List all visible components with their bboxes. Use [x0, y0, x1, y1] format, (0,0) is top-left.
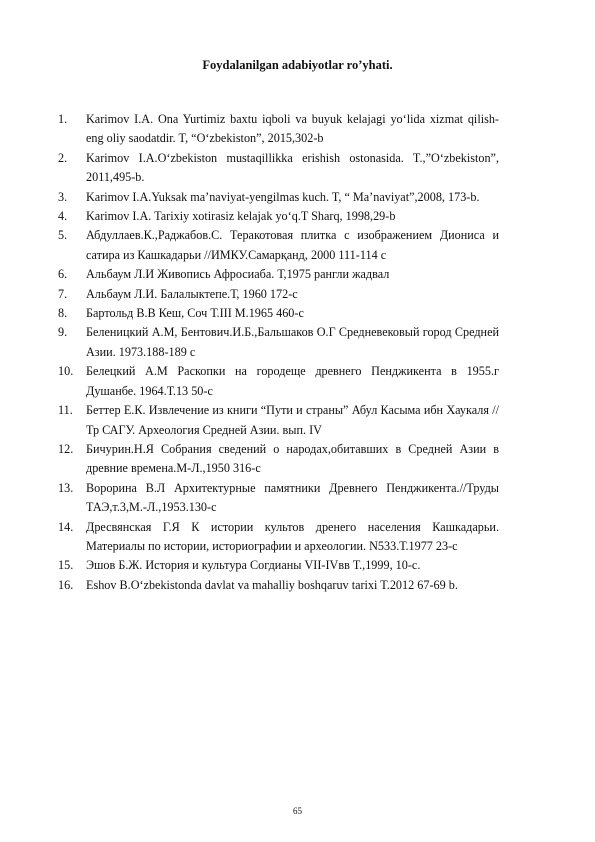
list-item [58, 265, 499, 284]
list-item-number: 1. [58, 112, 68, 126]
list-item-text: Karimov I.A.O‘zbekiston mustaqillikka erishish ostonasida. T.,”O‘zbekiston”, 2011,495-b. [86, 150, 499, 185]
page-number: 65 [293, 806, 302, 816]
list-item-number: 16. [58, 577, 74, 592]
list-item-text: Ворорина В.Л Архитектурные памятники Древнего Пенджикента.//Труды ТАЭ,т.3,М.-Л.,1953.130-с [86, 480, 499, 515]
list-item-text: Альбаум Л.И Живопись Афросиаба. Т,1975 рангли жадвал [86, 267, 390, 282]
list-item-number: 7. [58, 286, 68, 301]
list-item [58, 440, 499, 479]
list-item [58, 149, 499, 188]
list-item [58, 207, 499, 226]
page-title: Foydalanilgan adabiyotlar ro’yhati. [202, 58, 393, 72]
list-item-text: Karimov I.A. Tarixiy xotirasiz kelajak yo‘q.T Sharq, 1998,29-b [86, 209, 396, 224]
list-item-number: 8. [58, 306, 68, 321]
list-item-number: 11. [58, 403, 73, 418]
list-item [58, 285, 499, 304]
list-item-number: 15. [58, 558, 74, 573]
list-item-number: 13. [58, 480, 74, 495]
list-item-text: Белецкий А.М Раскопки на городеще древнего Пенджикента в 1955.г Душанбе. 1964.Т.13 50-с [86, 364, 499, 398]
list-item [58, 110, 499, 149]
list-item [58, 323, 499, 362]
list-item-text: Бичурин.Н.Я Собрания сведений о народах,обитавших в Средней Азии в древние времена.М-Л.,1950 316-с [86, 441, 499, 476]
list-item-text: Беттер Е.К. Извлечение из книги “Пути и страны” Абул Касыма ибн Хаукаля // Тр САГУ. Археология Средней Азии. вып. IV [86, 403, 499, 437]
list-item [58, 479, 499, 518]
list-item-text: Эшов Б.Ж. История и культура Согдианы VII-IVвв Т.,1999, 10-с. [86, 558, 421, 573]
list-item [58, 556, 499, 575]
list-item-text: Karimov I.A.Yuksak ma’naviyat-yengilmas kuch. T, “ Ma’naviyat”,2008, 173-b. [86, 189, 480, 204]
list-item [58, 226, 499, 265]
list-item-number: 6. [58, 267, 68, 282]
list-item-text: Karimov I.A. Ona Yurtimiz baxtu iqboli va buyuk kelajagi yo‘lida xizmat qilish- eng oliy saodatdir. T, “O‘zbekiston”, 2015,302-b [86, 112, 499, 146]
list-item-text: Eshov B.O‘zbekistonda davlat va mahalliy boshqaruv tarixi T.2012 67-69 b. [86, 577, 458, 592]
list-item-number: 5. [58, 228, 68, 243]
list-item [58, 576, 499, 595]
list-item-number: 2. [58, 150, 68, 165]
list-item-text: Дресвянская Г.Я К истории культов дренего населения Кашкадарьи. Материалы по истории, историографии и археологии. N533.Т.1977 23-с [86, 519, 499, 553]
list-item [58, 304, 499, 323]
list-item-number: 9. [58, 325, 68, 340]
list-item-text: Бартольд В.В Кеш, Соч Т.III М.1965 460-с [86, 306, 304, 321]
list-item-number: 14. [58, 519, 74, 534]
list-item-number: 10. [58, 364, 74, 379]
list-item [58, 518, 499, 557]
list-item-number: 3. [58, 189, 68, 204]
reference-list [58, 110, 499, 595]
list-item-number: 4. [58, 209, 68, 224]
list-item-text: Альбаум Л.И. Балалыктепе.Т, 1960 172-с [86, 286, 298, 301]
list-item [58, 401, 499, 440]
list-item [58, 362, 499, 401]
list-item-text: Абдуллаев.К.,Раджабов.С. Теракотовая плитка с изображением Диониса и сатира из Кашкадарьи //ИМКУ.Самарқанд, 2000 111-114 с [86, 228, 499, 262]
list-item-number: 12. [58, 441, 74, 456]
list-item-text: Беленицкий А.М, Бентович.И.Б.,Бальшаков О.Г Средневековый город Средней Азии. 1973.188-189 с [86, 325, 499, 359]
list-item [58, 188, 499, 207]
